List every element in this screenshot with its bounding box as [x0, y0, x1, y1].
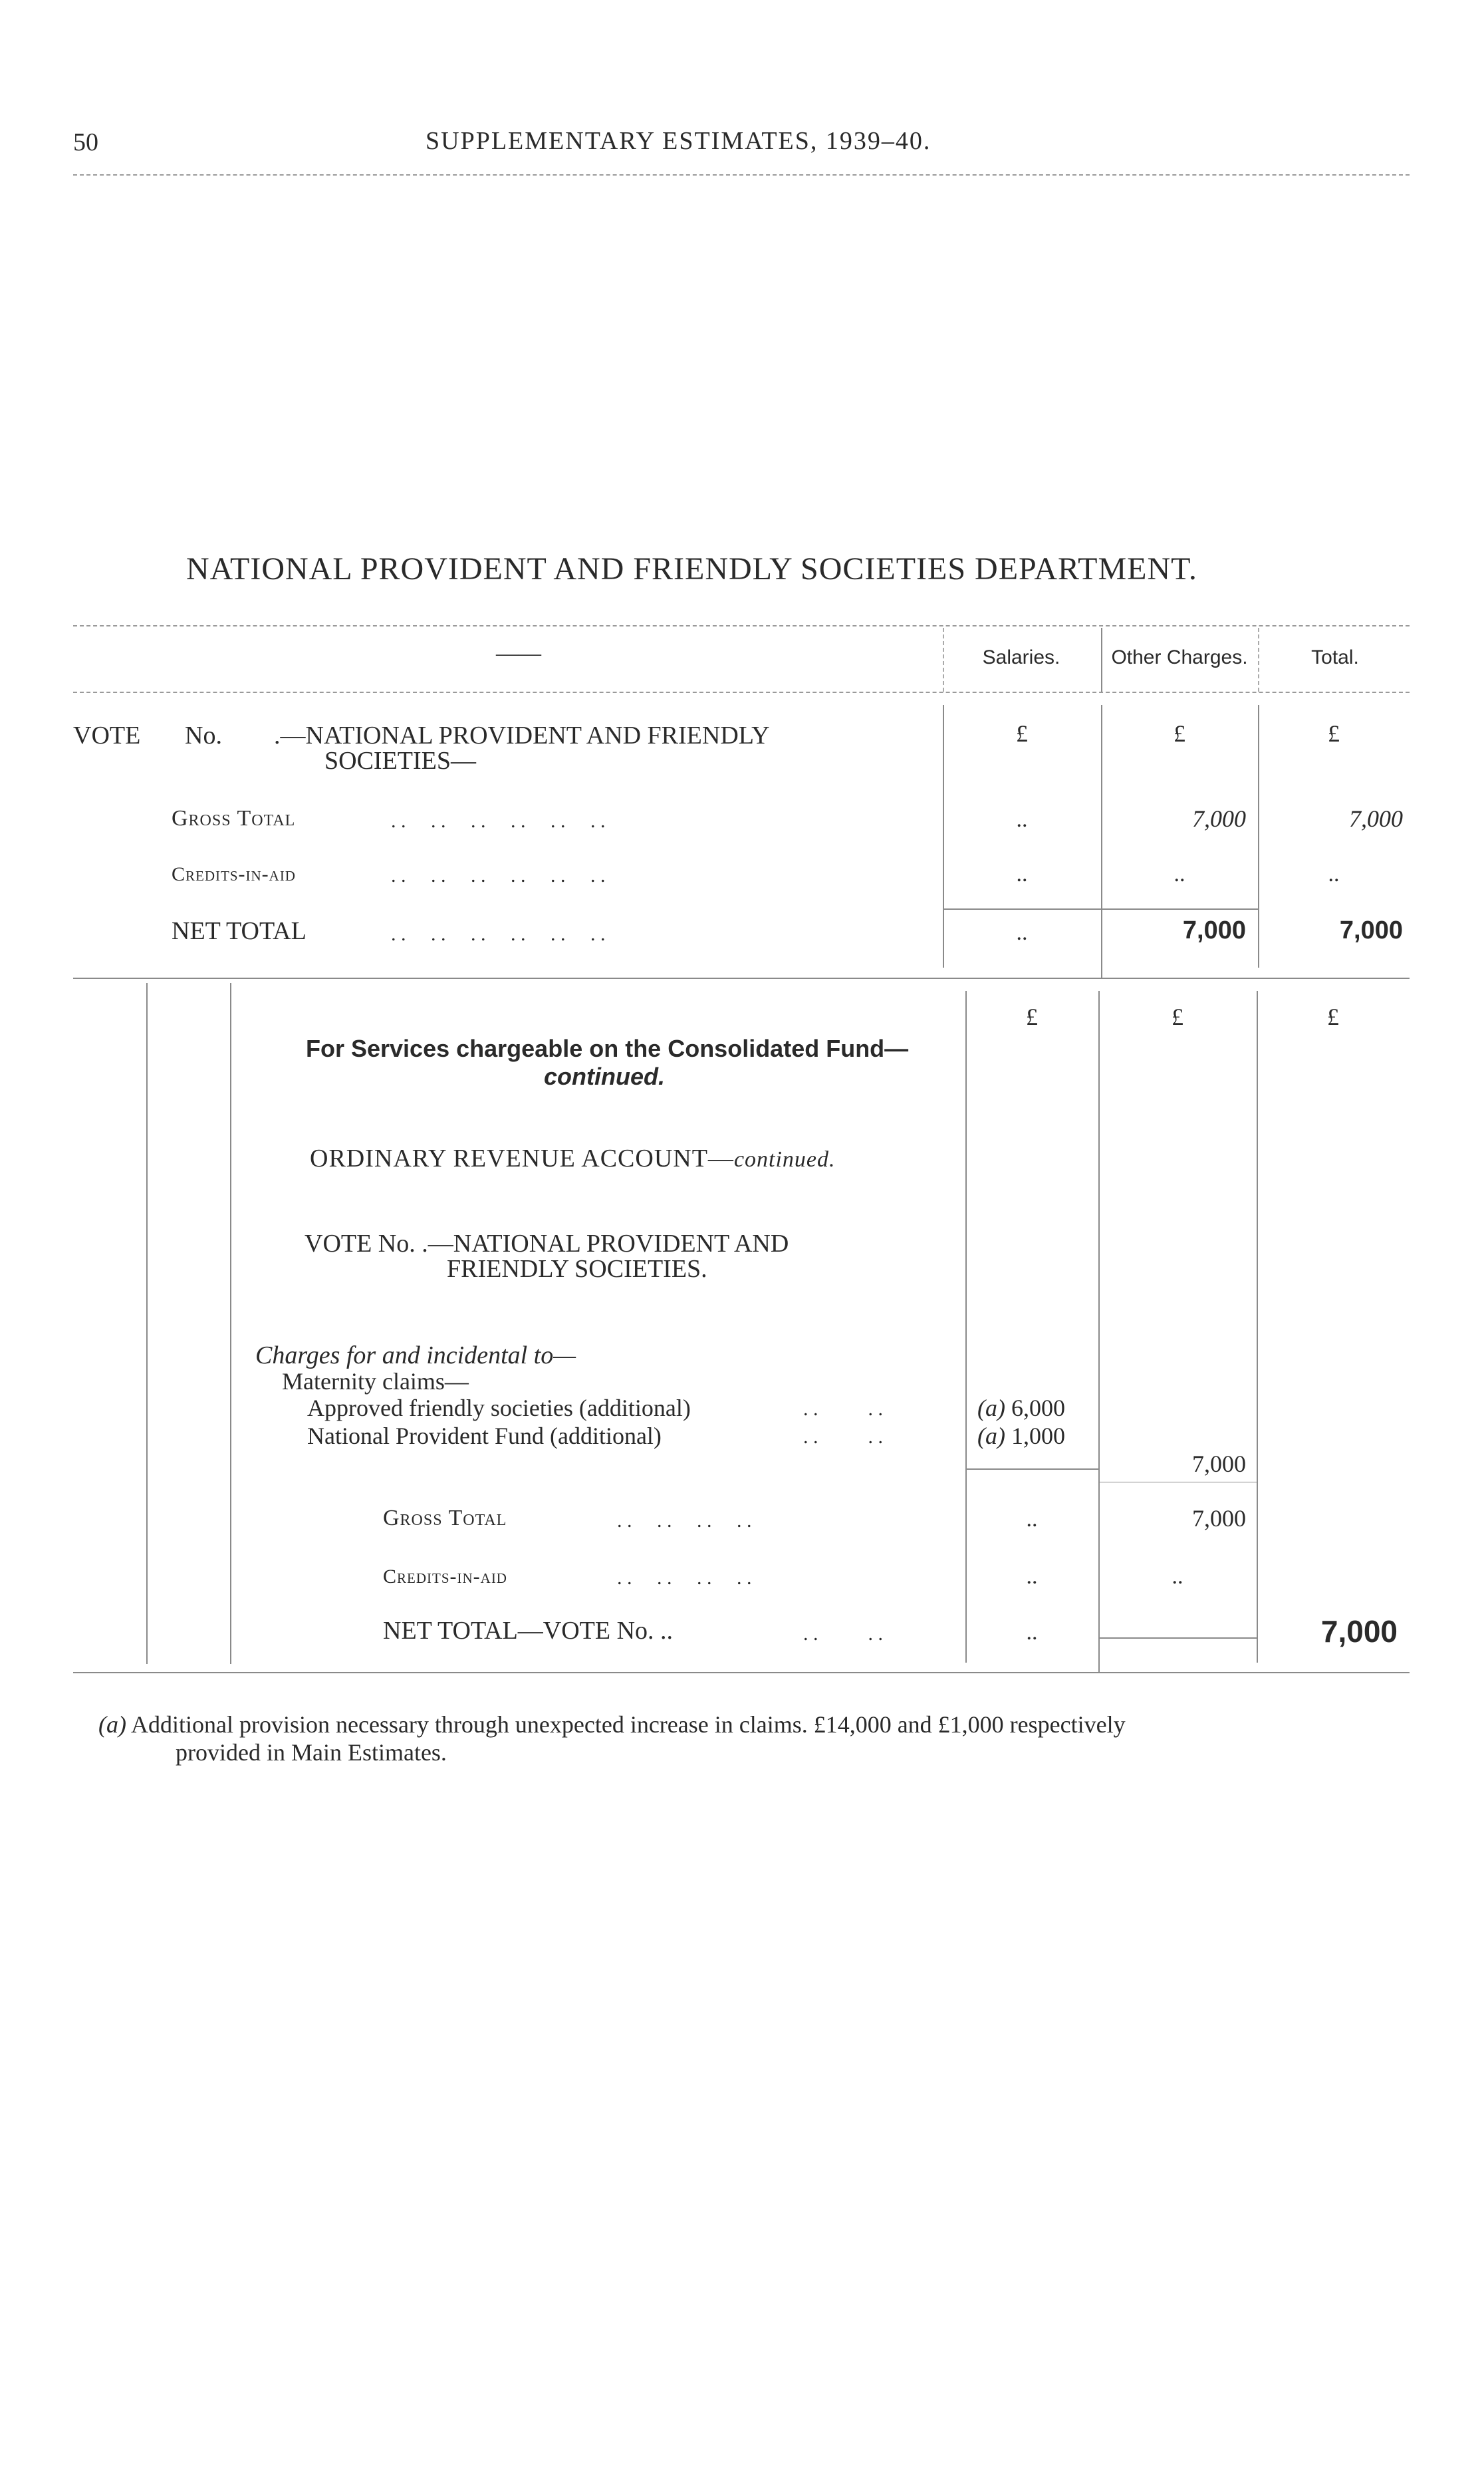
detail-currency-total: £	[1327, 1004, 1339, 1030]
detail-credits-other: ..	[1172, 1564, 1183, 1589]
footnote-text: Additional provision necessary through unexpected increase in claims. £14,000 and £1,000 respectively	[131, 1711, 1126, 1738]
items-subtotal-rule	[965, 1468, 1098, 1470]
services-continued: continued.	[544, 1063, 665, 1090]
page-number: 50	[73, 128, 98, 156]
services-heading: For Services chargeable on the Consolidated Fund—	[306, 1035, 909, 1062]
vote-title-line2: SOCIETIES—	[324, 747, 476, 775]
detail-currency-other: £	[1172, 1004, 1183, 1030]
department-title: NATIONAL PROVIDENT AND FRIENDLY SOCIETIES DEPARTMENT.	[186, 551, 1197, 587]
detail-net-total: 7,000	[1320, 1614, 1398, 1649]
footnote-line2: provided in Main Estimates.	[176, 1739, 447, 1766]
detail-bottom-rule	[73, 1672, 1410, 1673]
summary-credits-leader: . . . . . . . . . . . .	[391, 865, 606, 887]
maternity-heading: Maternity claims—	[282, 1368, 469, 1395]
item-1-note: (a)	[977, 1395, 1005, 1421]
item-approved-friendly-societies: Approved friendly societies (additional)	[307, 1395, 691, 1421]
item-2-value: 1,000	[1011, 1423, 1065, 1449]
summary-net-salaries: ..	[1016, 920, 1028, 945]
detail-net-salaries: ..	[1026, 1620, 1038, 1645]
detail-currency-salaries: £	[1026, 1004, 1038, 1030]
header-rule	[73, 174, 1410, 176]
vote-no: No.	[185, 722, 222, 750]
summary-gross-other: 7,000	[1192, 805, 1246, 832]
detail-vote-heading-line1: VOTE No. .—NATIONAL PROVIDENT AND	[305, 1230, 789, 1258]
vote-label: VOTE	[73, 722, 141, 750]
summary-currency-other: £	[1174, 720, 1185, 747]
summary-net-total-label: NET TOTAL	[172, 917, 307, 945]
item-2-amount	[977, 1422, 1065, 1450]
summary-net-other: 7,000	[1182, 916, 1246, 944]
summary-header-rule	[73, 692, 1410, 693]
item-national-provident-fund: National Provident Fund (additional)	[307, 1423, 662, 1449]
item-1-value: 6,000	[1011, 1395, 1065, 1421]
summary-gross-total-leader: . . . . . . . . . . . .	[391, 810, 606, 832]
item-2-note: (a)	[977, 1423, 1005, 1449]
item-1-leader: . . . .	[803, 1398, 883, 1420]
header-dash: ——	[496, 641, 541, 666]
running-title: SUPPLEMENTARY ESTIMATES, 1939–40.	[426, 127, 931, 155]
account-heading	[310, 1144, 836, 1173]
summary-gross-total: 7,000	[1349, 805, 1403, 832]
summary-credits-salaries: ..	[1016, 862, 1028, 887]
col-salaries-header: Salaries.	[982, 646, 1060, 668]
summary-net-total-leader: . . . . . . . . . . . .	[391, 923, 606, 945]
summary-currency-total: £	[1328, 720, 1340, 747]
detail-vote-heading-line2: FRIENDLY SOCIETIES.	[447, 1255, 707, 1283]
summary-credits-other: ..	[1174, 862, 1185, 887]
detail-credits-label: Credits-in-aid	[383, 1566, 507, 1587]
detail-net-rule	[1098, 1637, 1257, 1639]
summary-credits-label: Credits-in-aid	[172, 863, 296, 885]
detail-gross-total-label: Gross Total	[383, 1506, 507, 1530]
detail-divider-3	[1257, 991, 1258, 1663]
vote-title-line1: .—NATIONAL PROVIDENT AND FRIENDLY	[274, 722, 770, 750]
summary-bottom-rule	[73, 978, 1410, 979]
summary-subtotal-rule	[943, 908, 1258, 910]
account-continued: continued.	[733, 1147, 836, 1172]
summary-gross-salaries: ..	[1016, 807, 1028, 832]
summary-header-divider-2	[1101, 628, 1102, 692]
detail-divider-1	[965, 991, 967, 1663]
summary-top-rule	[73, 625, 1410, 626]
summary-gross-total-label: Gross Total	[172, 806, 296, 831]
summary-credits-total: ..	[1328, 862, 1340, 887]
account-heading-text: ORDINARY REVENUE ACCOUNT—	[310, 1145, 734, 1172]
detail-credits-salaries: ..	[1026, 1564, 1038, 1589]
footnote-line1	[98, 1711, 1126, 1738]
footnote-marker: (a)	[98, 1711, 126, 1738]
item-1-amount	[977, 1394, 1065, 1422]
detail-gross-salaries: ..	[1026, 1507, 1038, 1532]
item-2-leader: . . . .	[803, 1426, 883, 1448]
detail-margin-rule-2	[230, 983, 231, 1664]
summary-header-divider-3	[1258, 628, 1259, 692]
detail-credits-leader: . . . . . . . .	[617, 1567, 752, 1589]
detail-net-total-leader: . . . .	[803, 1623, 883, 1645]
summary-header-divider-1	[943, 628, 944, 692]
col-other-charges-header: Other Charges.	[1111, 646, 1248, 668]
detail-gross-total-leader: . . . . . . . .	[617, 1510, 752, 1532]
detail-net-total-label: NET TOTAL—VOTE No. ..	[383, 1617, 674, 1645]
charges-heading: Charges for and incidental to—	[255, 1341, 576, 1369]
summary-net-total: 7,000	[1339, 916, 1403, 944]
col-total-header: Total.	[1311, 646, 1359, 668]
items-subtotal: 7,000	[1192, 1450, 1246, 1477]
summary-currency-salaries: £	[1016, 720, 1028, 747]
detail-margin-rule-1	[146, 983, 148, 1664]
detail-gross-other: 7,000	[1192, 1505, 1246, 1532]
